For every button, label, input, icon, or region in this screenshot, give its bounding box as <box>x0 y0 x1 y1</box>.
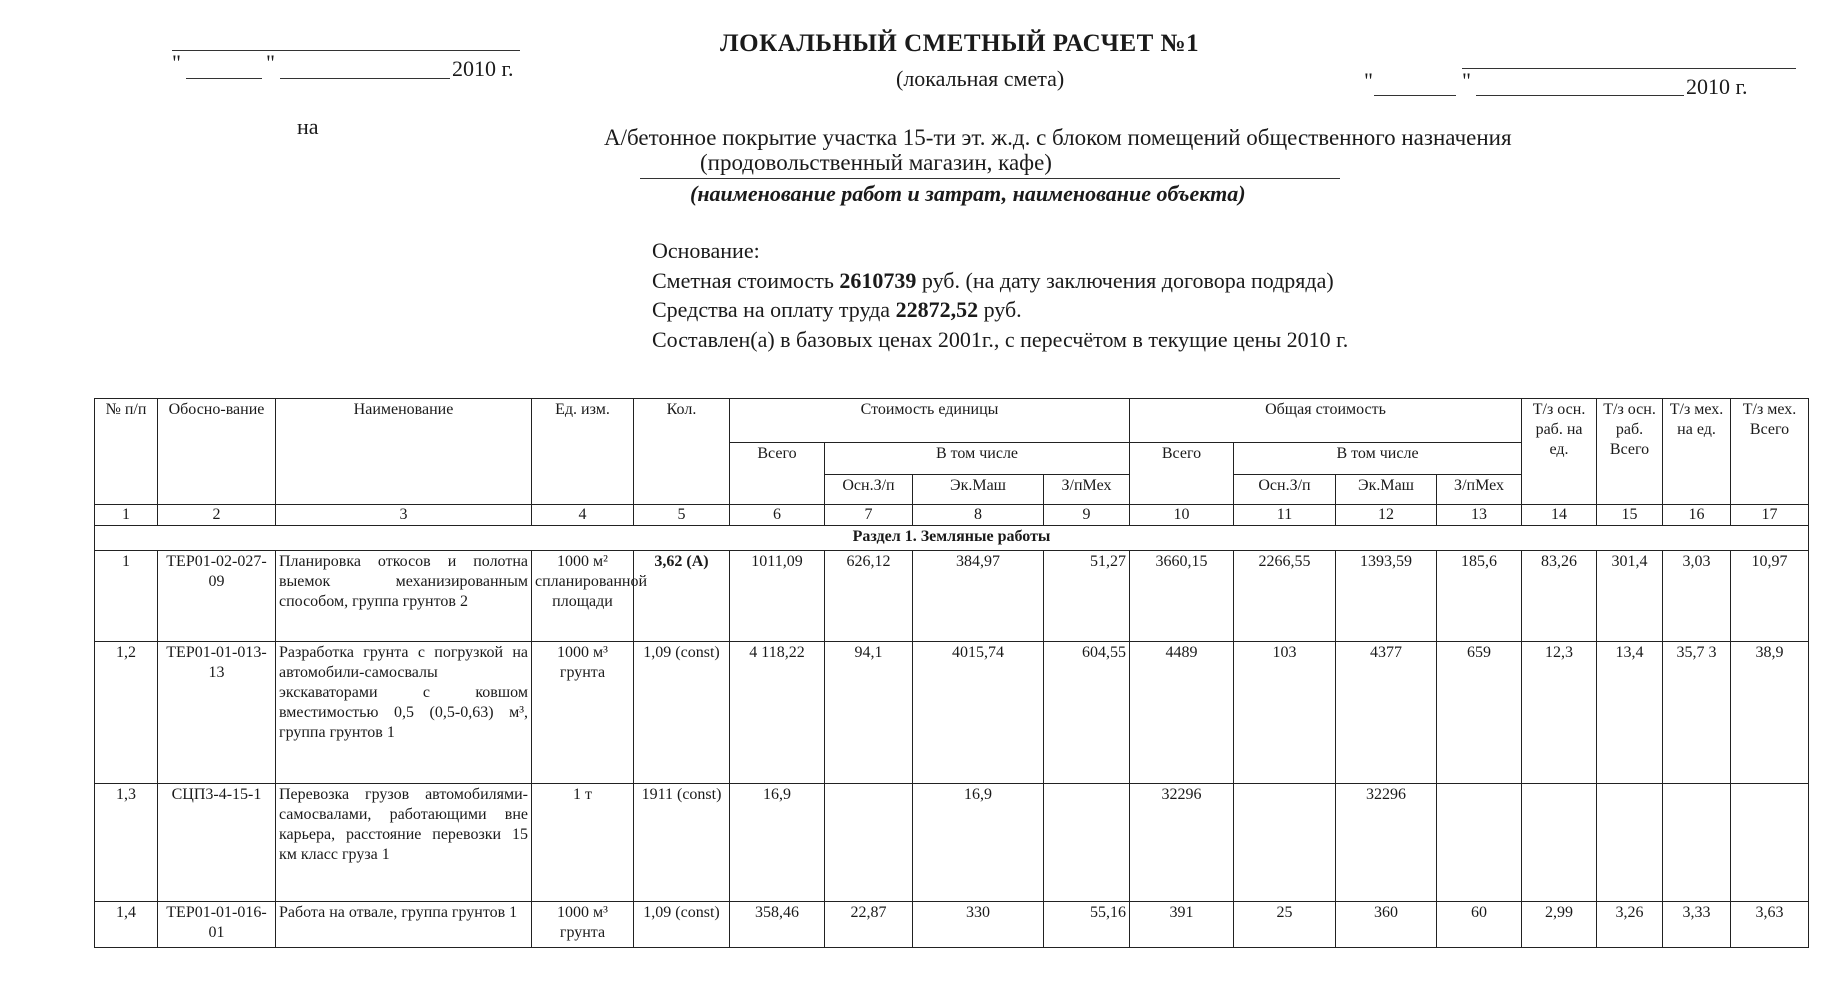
column-number: 6 <box>730 505 825 526</box>
basis-label: Основание: <box>652 238 760 263</box>
column-number: 16 <box>1663 505 1731 526</box>
section-row <box>95 526 1809 551</box>
basis-prices-line: Составлен(а) в базовых ценах 2001г., с пересчётом в текущие цены 2010 г. <box>652 326 1349 352</box>
column-number: 13 <box>1437 505 1522 526</box>
row-unit-mash: 330 <box>913 902 1044 948</box>
row-tz-osn-total: 13,4 <box>1597 642 1663 784</box>
basis-cost-prefix: Сметная стоимость <box>652 267 834 293</box>
object-name-line1: А/бетонное покрытие участка 15-ти эт. ж.д. с блоком помещений общественного назначения <box>604 125 1512 150</box>
section-title: Раздел 1. Земляные работы <box>95 526 1809 551</box>
row-total-zpm <box>1437 784 1522 902</box>
row-tz-meh-unit: 3,03 <box>1663 551 1731 642</box>
header-total-including: В том числе <box>1234 443 1522 475</box>
basis-cost-value: 2610739 <box>839 267 917 293</box>
basis-cost-suffix: руб. (на дату заключения договора подряда) <box>921 267 1334 293</box>
date-left-month-line <box>280 78 450 79</box>
row-total-total: 32296 <box>1130 784 1234 902</box>
header-name: Наименование <box>276 399 532 505</box>
row-code: СЦП3-4-15-1 <box>158 784 276 902</box>
row-unit-total: 16,9 <box>730 784 825 902</box>
row-total-mash: 1393,59 <box>1336 551 1437 642</box>
header-num: № п/п <box>95 399 158 505</box>
row-code: ТЕР01-01-013-13 <box>158 642 276 784</box>
row-qty: 1,09 (const) <box>634 902 730 948</box>
column-number: 8 <box>913 505 1044 526</box>
row-unit-zpm: 51,27 <box>1044 551 1130 642</box>
column-number: 15 <box>1597 505 1663 526</box>
row-total-zpm: 659 <box>1437 642 1522 784</box>
row-qty: 1911 (const) <box>634 784 730 902</box>
header-tz-osn-unit: Т/з осн. раб. на ед. <box>1522 399 1597 505</box>
column-number-row <box>95 505 1809 526</box>
row-unit: 1000 м³ грунта <box>532 642 634 784</box>
basis-labor-prefix: Средства на оплату труда <box>652 297 891 322</box>
row-tz-meh-unit <box>1663 784 1731 902</box>
date-right-year: 2010 г. <box>1686 74 1748 99</box>
row-total-total: 3660,15 <box>1130 551 1234 642</box>
row-code: ТЕР01-02-027-09 <box>158 551 276 642</box>
date-left-signature-line <box>172 50 520 51</box>
object-name-line2: (продовольственный магазин, кафе) <box>700 150 1052 175</box>
row-tz-osn-unit: 12,3 <box>1522 642 1597 784</box>
row-total-zpm: 60 <box>1437 902 1522 948</box>
column-number: 3 <box>276 505 532 526</box>
table-row <box>95 784 1809 902</box>
header-unit-zpmeh: З/пМех <box>1044 475 1130 505</box>
row-total-osn: 103 <box>1234 642 1336 784</box>
estimate-table <box>94 398 1809 948</box>
row-num: 1,2 <box>95 642 158 784</box>
row-total-mash: 360 <box>1336 902 1437 948</box>
header-tz-meh-total: Т/з мех. Всего <box>1731 399 1809 505</box>
row-tz-osn-total <box>1597 784 1663 902</box>
row-unit-osn: 22,87 <box>825 902 913 948</box>
row-unit-total: 4 118,22 <box>730 642 825 784</box>
table-row <box>95 642 1809 784</box>
column-number: 9 <box>1044 505 1130 526</box>
header-total-osn: Осн.З/п <box>1234 475 1336 505</box>
basis-labor-suffix: руб. <box>983 297 1022 322</box>
header-total-ekmash: Эк.Маш <box>1336 475 1437 505</box>
row-tz-osn-total: 301,4 <box>1597 551 1663 642</box>
column-number: 14 <box>1522 505 1597 526</box>
header-tz-meh-unit: Т/з мех. на ед. <box>1663 399 1731 505</box>
row-unit-mash: 16,9 <box>913 784 1044 902</box>
object-caption: (наименование работ и затрат, наименование объекта) <box>690 181 1246 206</box>
header-unit-total: Всего <box>730 443 825 505</box>
date-left-year: 2010 г. <box>452 56 514 81</box>
document-subtitle: (локальная смета) <box>896 66 1065 91</box>
row-total-osn <box>1234 784 1336 902</box>
column-number: 12 <box>1336 505 1437 526</box>
header-unit-osn: Осн.З/п <box>825 475 913 505</box>
row-tz-meh-unit: 35,7 3 <box>1663 642 1731 784</box>
date-right-signature-line <box>1462 68 1796 69</box>
column-number: 1 <box>95 505 158 526</box>
row-unit-mash: 4015,74 <box>913 642 1044 784</box>
header-total-cost: Общая стоимость <box>1130 399 1522 443</box>
column-number: 10 <box>1130 505 1234 526</box>
row-code: ТЕР01-01-016-01 <box>158 902 276 948</box>
date-left-day-line <box>186 78 262 79</box>
row-tz-osn-unit: 2,99 <box>1522 902 1597 948</box>
row-name: Перевозка грузов автомобилями-самосвалами, работающими вне карьера, расстояние перевозки 15 км класс груза 1 <box>276 784 532 902</box>
row-tz-meh-unit: 3,33 <box>1663 902 1731 948</box>
basis-cost-line <box>652 266 1348 296</box>
column-number: 7 <box>825 505 913 526</box>
row-total-zpm: 185,6 <box>1437 551 1522 642</box>
row-qty: 1,09 (const) <box>634 642 730 784</box>
document-title: ЛОКАЛЬНЫЙ СМЕТНЫЙ РАСЧЕТ №1 <box>720 30 1200 57</box>
header-basis: Обосно-вание <box>158 399 276 505</box>
column-number: 4 <box>532 505 634 526</box>
row-unit-osn <box>825 784 913 902</box>
row-unit-zpm <box>1044 784 1130 902</box>
table-row <box>95 551 1809 642</box>
row-unit: 1000 м² спланированной площади <box>532 551 634 642</box>
header-total-total: Всего <box>1130 443 1234 505</box>
row-total-total: 4489 <box>1130 642 1234 784</box>
row-num: 1,3 <box>95 784 158 902</box>
row-tz-meh-total: 3,63 <box>1731 902 1809 948</box>
row-unit: 1 т <box>532 784 634 902</box>
row-unit-total: 358,46 <box>730 902 825 948</box>
header-unit-ekmash: Эк.Маш <box>913 475 1044 505</box>
date-right-day-line <box>1374 95 1456 96</box>
column-number: 2 <box>158 505 276 526</box>
date-left-quote-close: " <box>266 50 275 75</box>
header-unit-including: В том числе <box>825 443 1130 475</box>
header-total-zpmeh: З/пМех <box>1437 475 1522 505</box>
object-underline <box>640 178 1340 179</box>
row-total-osn: 2266,55 <box>1234 551 1336 642</box>
row-qty: 3,62 (А) <box>634 551 730 642</box>
row-unit-osn: 626,12 <box>825 551 913 642</box>
row-tz-meh-total <box>1731 784 1809 902</box>
row-unit-zpm: 55,16 <box>1044 902 1130 948</box>
row-unit: 1000 м³ грунта <box>532 902 634 948</box>
date-right-month-line <box>1476 95 1684 96</box>
row-num: 1 <box>95 551 158 642</box>
row-unit-mash: 384,97 <box>913 551 1044 642</box>
row-tz-osn-unit <box>1522 784 1597 902</box>
header-unit: Ед. изм. <box>532 399 634 505</box>
row-unit-osn: 94,1 <box>825 642 913 784</box>
header-unit-cost: Стоимость единицы <box>730 399 1130 443</box>
row-name: Планировка откосов и полотна выемок механизированным способом, группа грунтов 2 <box>276 551 532 642</box>
date-right-quote-close: " <box>1462 68 1471 93</box>
row-tz-osn-total: 3,26 <box>1597 902 1663 948</box>
basis-block <box>652 236 1348 354</box>
header-qty: Кол. <box>634 399 730 505</box>
row-total-osn: 25 <box>1234 902 1336 948</box>
row-unit-total: 1011,09 <box>730 551 825 642</box>
object-prefix: на <box>297 114 319 139</box>
row-tz-meh-total: 10,97 <box>1731 551 1809 642</box>
date-left-quote-open: " <box>172 50 181 75</box>
row-total-mash: 32296 <box>1336 784 1437 902</box>
header-tz-osn-total: Т/з осн. раб. Всего <box>1597 399 1663 505</box>
row-total-total: 391 <box>1130 902 1234 948</box>
table-row <box>95 902 1809 948</box>
row-num: 1,4 <box>95 902 158 948</box>
row-name: Работа на отвале, группа грунтов 1 <box>276 902 532 948</box>
date-right-quote-open: " <box>1364 68 1373 93</box>
basis-labor-value: 22872,52 <box>895 297 979 322</box>
row-total-mash: 4377 <box>1336 642 1437 784</box>
row-name: Разработка грунта с погрузкой на автомобили-самосвалы экскаваторами с ковшом вместимостью 0,5 (0,5-0,63) м³, группа грунтов 1 <box>276 642 532 784</box>
basis-labor-line <box>652 295 1348 325</box>
column-number: 17 <box>1731 505 1809 526</box>
row-unit-zpm: 604,55 <box>1044 642 1130 784</box>
column-number: 11 <box>1234 505 1336 526</box>
row-tz-osn-unit: 83,26 <box>1522 551 1597 642</box>
row-tz-meh-total: 38,9 <box>1731 642 1809 784</box>
column-number: 5 <box>634 505 730 526</box>
